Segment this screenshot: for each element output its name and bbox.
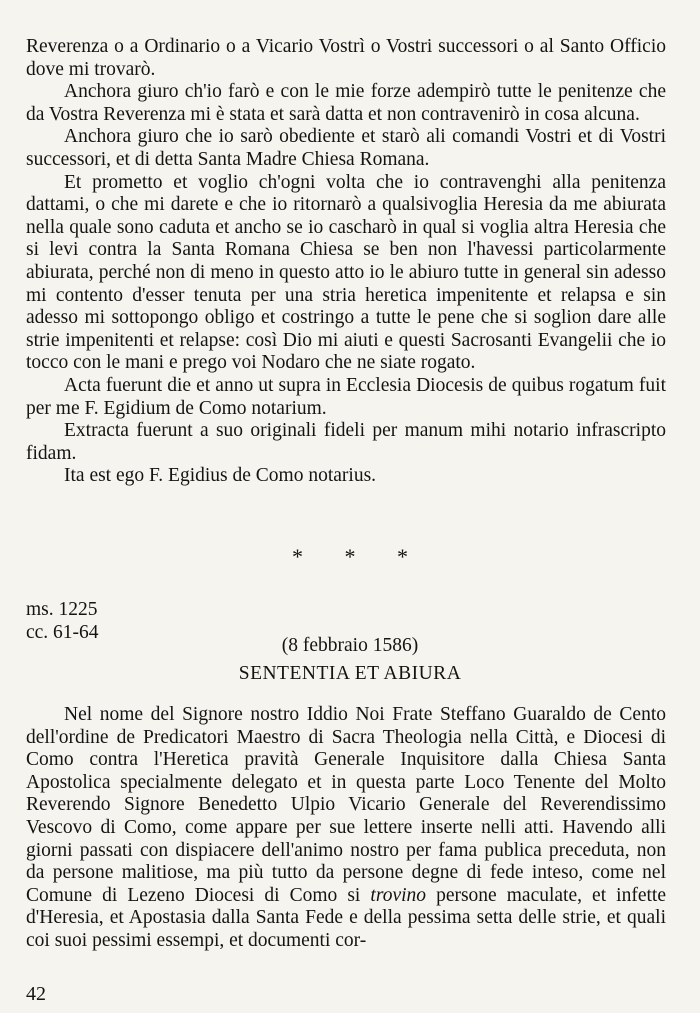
- manuscript-number: ms. 1225: [26, 599, 98, 620]
- paragraph: Ita est ego F. Egidius de Como notarius.: [64, 465, 377, 487]
- separator-asterisk: *: [292, 544, 303, 569]
- paragraph: Anchora giuro che io sarò obediente et starò ali comandi Vostri et di Vostri successori, et di detta Santa Madre Chiesa Romana.: [26, 126, 666, 170]
- paragraph: Et prometto et voglio ch'ogni volta che io contravenghi alla penitenza dattami, o che mi darete e che io ritornarò a qualsivoglia Heresia da me abiurata nella quale sono caduta et ancho se io cascharò in qual si voglia altra Heresia che si levi contra la Santa Romana Chiesa se ben non l'havessi particolarmente abiurata, perché non di meno in questo atto io le abiuro tutte in general sin adesso mi contento d'esser tenuta per una stria heretica impenitente et relapsa e sin adesso mi sottopongo obligo et costringo a tutte le pene che si soglion dare alle strie impenitenti et relapse: così Dio mi aiuti e questi Sacrosanti Evangelii che io tocco con le mani e prego voi Nodaro che ne siate rogato.: [26, 171, 666, 374]
- paragraph: [26, 704, 666, 953]
- sententia-text: [26, 704, 666, 953]
- paragraph-text: Nel nome del Signore nostro Iddio Noi Frate Steffano Guaraldo de Cento dell'ordine de Predicatori Maestro di Sacra Theologia nella Città, e Diocesi di Como contra l'Heretica pravità Generale Inquisitore dalla Chiesa Santa Apostolica specialmente delegato et in questa parte Loco Tenente del Molto Reverendo Signore Benedetto Ulpio Vicario Generale del Reverendissimo Vescovo di Como, come appare per sue lettere inserte nelli atti. Havendo alli giorni passati con dispiacere dell'animo nostro per fama publica preceduta, non da persone malitiose, ma più tutto da persone degne di fede inteso, come nel Comune di Lezeno Diocesi di Como si: [26, 704, 666, 906]
- section-title: SENTENTIA ET ABIURA: [238, 663, 462, 684]
- section-separator: [0, 544, 700, 570]
- paragraph: Reverenza o a Ordinario o a Vicario Vostrì o Vostri successori o al Santo Officio dove mi trovarò.: [26, 36, 666, 80]
- paragraph-text: persone maculate, et infette d'Heresia, et Apostasia dalla Santa Fede e della pessima setta delle strie, et quali coi suoi pessimi essempi, et documenti cor-: [26, 884, 666, 951]
- paragraph: Extracta fuerunt a suo originali fideli per manum mihi notario infrascripto fidam.: [26, 420, 666, 464]
- separator-asterisk: *: [397, 544, 408, 569]
- section-date: (8 febbraio 1586): [281, 635, 419, 656]
- abiura-text-continuation: [26, 36, 666, 488]
- paragraph: Anchora giuro ch'io farò e con le mie forze adempirò tutte le penitenze che da Vostra Reverenza mi è stata et sarà datta et non contravenirò in cosa alcuna.: [26, 81, 666, 125]
- page-number: 42: [26, 983, 46, 1005]
- paragraph: Acta fuerunt die et anno ut supra in Ecclesia Diocesis de quibus rogatum fuit per me F. Egidium de Como notarium.: [26, 374, 666, 419]
- manuscript-folios: cc. 61-64: [26, 622, 99, 643]
- separator-asterisk: *: [344, 544, 356, 569]
- italic-word: trovino: [370, 884, 427, 906]
